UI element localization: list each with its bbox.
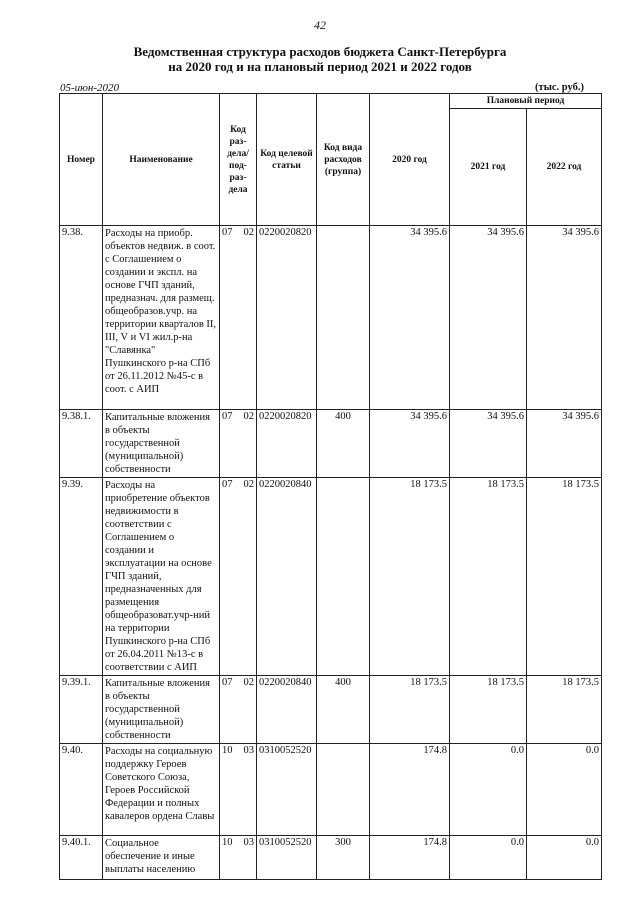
podrazdel-code: 03	[243, 745, 254, 756]
row-amount-2022: 0.0	[527, 744, 602, 836]
row-amount-2020: 18 173.5	[370, 676, 450, 744]
row-name: Расходы на социальную поддержку Героев Советского Союза, Героев Российской Федерации и полных кавалеров ордена Славы	[103, 744, 220, 836]
row-amount-2022: 34 395.6	[527, 410, 602, 478]
row-number: 9.39.	[60, 478, 103, 676]
header-section: Код раз-дела/ под-раз-дела	[220, 94, 257, 226]
table-row	[60, 410, 602, 478]
podrazdel-code: 02	[243, 479, 254, 490]
row-number: 9.40.1.	[60, 836, 103, 880]
row-expense-type: 400	[317, 676, 370, 744]
row-expense-type: 400	[317, 410, 370, 478]
row-expense-type	[317, 478, 370, 676]
header-planned-period: Плановый период	[450, 94, 602, 109]
table-row	[60, 836, 602, 880]
units-label: (тыс. руб.)	[535, 82, 584, 93]
row-amount-2022: 0.0	[527, 836, 602, 880]
row-target-code: 0310052520	[257, 744, 317, 836]
row-target-code: 0310052520	[257, 836, 317, 880]
table-header	[60, 94, 602, 226]
podrazdel-code: 02	[243, 677, 254, 688]
row-number: 9.39.1.	[60, 676, 103, 744]
row-section-code	[220, 410, 257, 478]
row-name: Расходы на приобр. объектов недвиж. в соот. с Соглашением о создании и экспл. на основе ГЧП зданий, предназнач. для размещ. общеобразов.учр. на территории кварталов II, III, V и VI жил.р-на "Славянка" Пушкинского р-на СПб от 26.11.2012 №45-с в соот. с АИП	[103, 226, 220, 410]
row-section-code	[220, 744, 257, 836]
title-line-1: Ведомственная структура расходов бюджета Санкт-Петербурга	[133, 44, 507, 59]
row-target-code: 0220020820	[257, 410, 317, 478]
row-section-code	[220, 226, 257, 410]
razdel-code: 07	[222, 479, 233, 490]
row-target-code: 0220020840	[257, 478, 317, 676]
row-section-code	[220, 676, 257, 744]
row-amount-2021: 34 395.6	[450, 410, 527, 478]
row-name: Расходы на приобретение объектов недвижимости в соответствии с Соглашением о создании и эксплуатации на основе ГЧП зданий, предназначенных для размещения общеобразоват.учр-ний на территории Пушкинского р-на СПб от 26.04.2011 №13-с в соответствии с АИП	[103, 478, 220, 676]
row-amount-2021: 18 173.5	[450, 676, 527, 744]
row-expense-type: 300	[317, 836, 370, 880]
razdel-code: 10	[222, 837, 233, 848]
title-line-2: на 2020 год и на плановый период 2021 и 2022 годов	[168, 59, 472, 74]
row-amount-2020: 18 173.5	[370, 478, 450, 676]
row-target-code: 0220020820	[257, 226, 317, 410]
row-amount-2022: 18 173.5	[527, 676, 602, 744]
row-section-code	[220, 836, 257, 880]
row-name: Капитальные вложения в объекты государственной (муниципальной) собственности	[103, 410, 220, 478]
razdel-code: 07	[222, 227, 233, 238]
header-2022: 2022 год	[527, 109, 602, 226]
table-row	[60, 676, 602, 744]
row-number: 9.40.	[60, 744, 103, 836]
row-amount-2020: 174.8	[370, 744, 450, 836]
header-target: Код целевой статьи	[257, 94, 317, 226]
header-2020: 2020 год	[370, 94, 450, 226]
table-row	[60, 226, 602, 410]
document-date: 05-июн-2020	[60, 82, 120, 94]
row-name: Капитальные вложения в объекты государственной (муниципальной) собственности	[103, 676, 220, 744]
page-number: 42	[314, 18, 326, 32]
razdel-code: 10	[222, 745, 233, 756]
row-amount-2021: 18 173.5	[450, 478, 527, 676]
row-number: 9.38.	[60, 226, 103, 410]
budget-table	[59, 93, 602, 880]
razdel-code: 07	[222, 411, 233, 422]
podrazdel-code: 02	[243, 411, 254, 422]
row-name: Социальное обеспечение и иные выплаты населению	[103, 836, 220, 880]
row-amount-2021: 34 395.6	[450, 226, 527, 410]
document-title	[0, 44, 640, 74]
header-number: Номер	[60, 94, 103, 226]
row-amount-2020: 174.8	[370, 836, 450, 880]
header-2021: 2021 год	[450, 109, 527, 226]
row-amount-2021: 0.0	[450, 836, 527, 880]
header-name: Наименование	[103, 94, 220, 226]
podrazdel-code: 02	[243, 227, 254, 238]
table-body	[60, 226, 602, 880]
table-row	[60, 744, 602, 836]
row-amount-2022: 18 173.5	[527, 478, 602, 676]
row-amount-2020: 34 395.6	[370, 410, 450, 478]
row-expense-type	[317, 226, 370, 410]
row-amount-2022: 34 395.6	[527, 226, 602, 410]
row-amount-2021: 0.0	[450, 744, 527, 836]
row-number: 9.38.1.	[60, 410, 103, 478]
row-expense-type	[317, 744, 370, 836]
table-row	[60, 478, 602, 676]
row-section-code	[220, 478, 257, 676]
row-target-code: 0220020840	[257, 676, 317, 744]
header-expense-type: Код вида расходов (группа)	[317, 94, 370, 226]
podrazdel-code: 03	[243, 837, 254, 848]
row-amount-2020: 34 395.6	[370, 226, 450, 410]
razdel-code: 07	[222, 677, 233, 688]
